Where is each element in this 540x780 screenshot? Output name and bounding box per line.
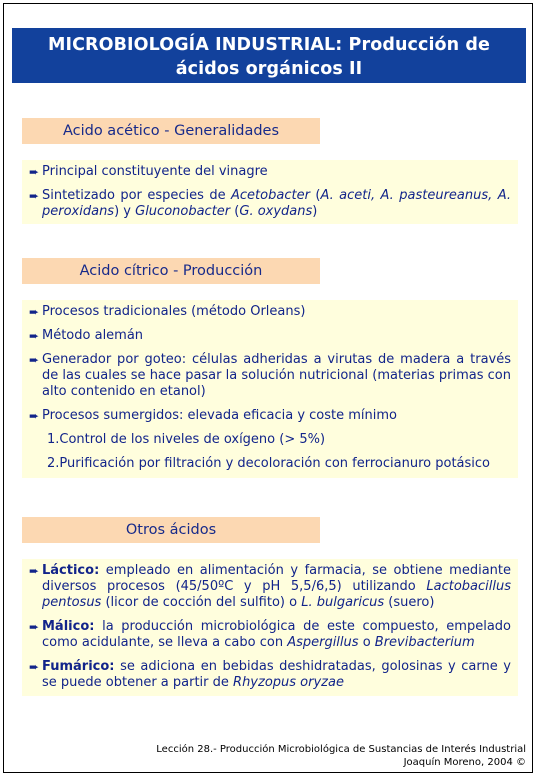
sub-item: 1.Control de los niveles de oxígeno (> 5%): [47, 432, 326, 447]
item-text: (: [309, 188, 321, 203]
acid-label: Fumárico:: [42, 659, 115, 674]
item-text: o: [358, 635, 375, 650]
item-text: la producción microbiológica de este compuesto, empelado como acidulante, se lleva a cabo con: [42, 619, 511, 650]
arrow-right-icon: ➨: [29, 409, 40, 423]
species-name: Rhyzopus oryzae: [233, 675, 344, 690]
item-text: (licor de cocción del sulfito) o: [101, 595, 302, 610]
item-text: Principal constituyente del vinagre: [42, 164, 268, 179]
footer-author: Joaquín Moreno, 2004 ©: [403, 757, 526, 768]
species-name: Aspergillus: [287, 635, 359, 650]
species-name: Lactobacillus pentosus: [42, 579, 511, 610]
sub-item: 2.Purificación por filtración y decoloración con ferrocianuro potásico: [47, 456, 490, 471]
section-heading-citrico: Acido cítrico - Producción: [22, 258, 320, 284]
item-text: ) y: [114, 204, 136, 219]
arrow-right-icon: ➨: [29, 564, 40, 578]
genus-name: Acetobacter: [231, 188, 310, 203]
arrow-right-icon: ➨: [29, 660, 40, 674]
item-text: (: [230, 204, 240, 219]
arrow-right-icon: ➨: [29, 189, 40, 203]
list-item: [29, 164, 511, 180]
item-text: empleado en alimentación y farmacia, se obtiene mediante diversos procesos (45/50ºC y pH 5,5/6,5) utilizando: [42, 563, 511, 594]
arrow-right-icon: ➨: [29, 305, 40, 319]
list-item-fumarico: [29, 659, 511, 691]
slide-footer: [156, 743, 526, 769]
arrow-right-icon: ➨: [29, 329, 40, 343]
arrow-right-icon: ➨: [29, 620, 40, 634]
item-text: Generador por goteo: células adheridas a virutas de madera a través de las cuales se hace pasar la solución nutricional (materias primas con alto contenido en etanol): [42, 352, 511, 399]
arrow-right-icon: ➨: [29, 353, 40, 367]
item-text: Procesos sumergidos: elevada eficacia y coste mínimo: [42, 408, 397, 423]
item-text: se adiciona en bebidas deshidratadas, golosinas y carne y se puede obtener a partir de: [42, 659, 511, 690]
list-item: [29, 328, 511, 344]
item-text: ): [312, 204, 318, 219]
panel-acetico: [22, 160, 518, 224]
section-heading-acetico: Acido acético - Generalidades: [22, 118, 320, 144]
species-name: L. bulgaricus: [301, 595, 385, 610]
panel-otros: [22, 559, 518, 696]
list-item: [29, 408, 511, 424]
arrow-right-icon: ➨: [29, 165, 40, 179]
slide-title: [12, 28, 526, 83]
item-text: Método alemán: [42, 328, 144, 343]
species-name: A. aceti, A. pasteureanus, A. peroxidans: [42, 188, 511, 219]
list-item: [29, 304, 511, 320]
acid-label: Láctico:: [42, 563, 100, 578]
list-item-lactico: [29, 563, 511, 611]
list-item: [29, 352, 511, 400]
list-item: [29, 188, 511, 220]
item-text: (suero): [384, 595, 435, 610]
species-name: Brevibacterium: [374, 635, 475, 650]
panel-citrico: [22, 300, 518, 478]
acid-label: Málico:: [42, 619, 95, 634]
item-text: Sintetizado por especies de: [42, 188, 232, 203]
list-item-malico: [29, 619, 511, 651]
item-text: Procesos tradicionales (método Orleans): [42, 304, 306, 319]
section-heading-otros: Otros ácidos: [22, 517, 320, 543]
title-line-2: ácidos orgánicos II: [175, 59, 363, 79]
species-name: G. oxydans: [239, 204, 313, 219]
title-line-1: MICROBIOLOGÍA INDUSTRIAL: Producción de: [47, 35, 491, 55]
genus-name: Gluconobacter: [135, 204, 231, 219]
footer-lesson: Lección 28.- Producción Microbiológica de Sustancias de Interés Industrial: [156, 744, 526, 755]
